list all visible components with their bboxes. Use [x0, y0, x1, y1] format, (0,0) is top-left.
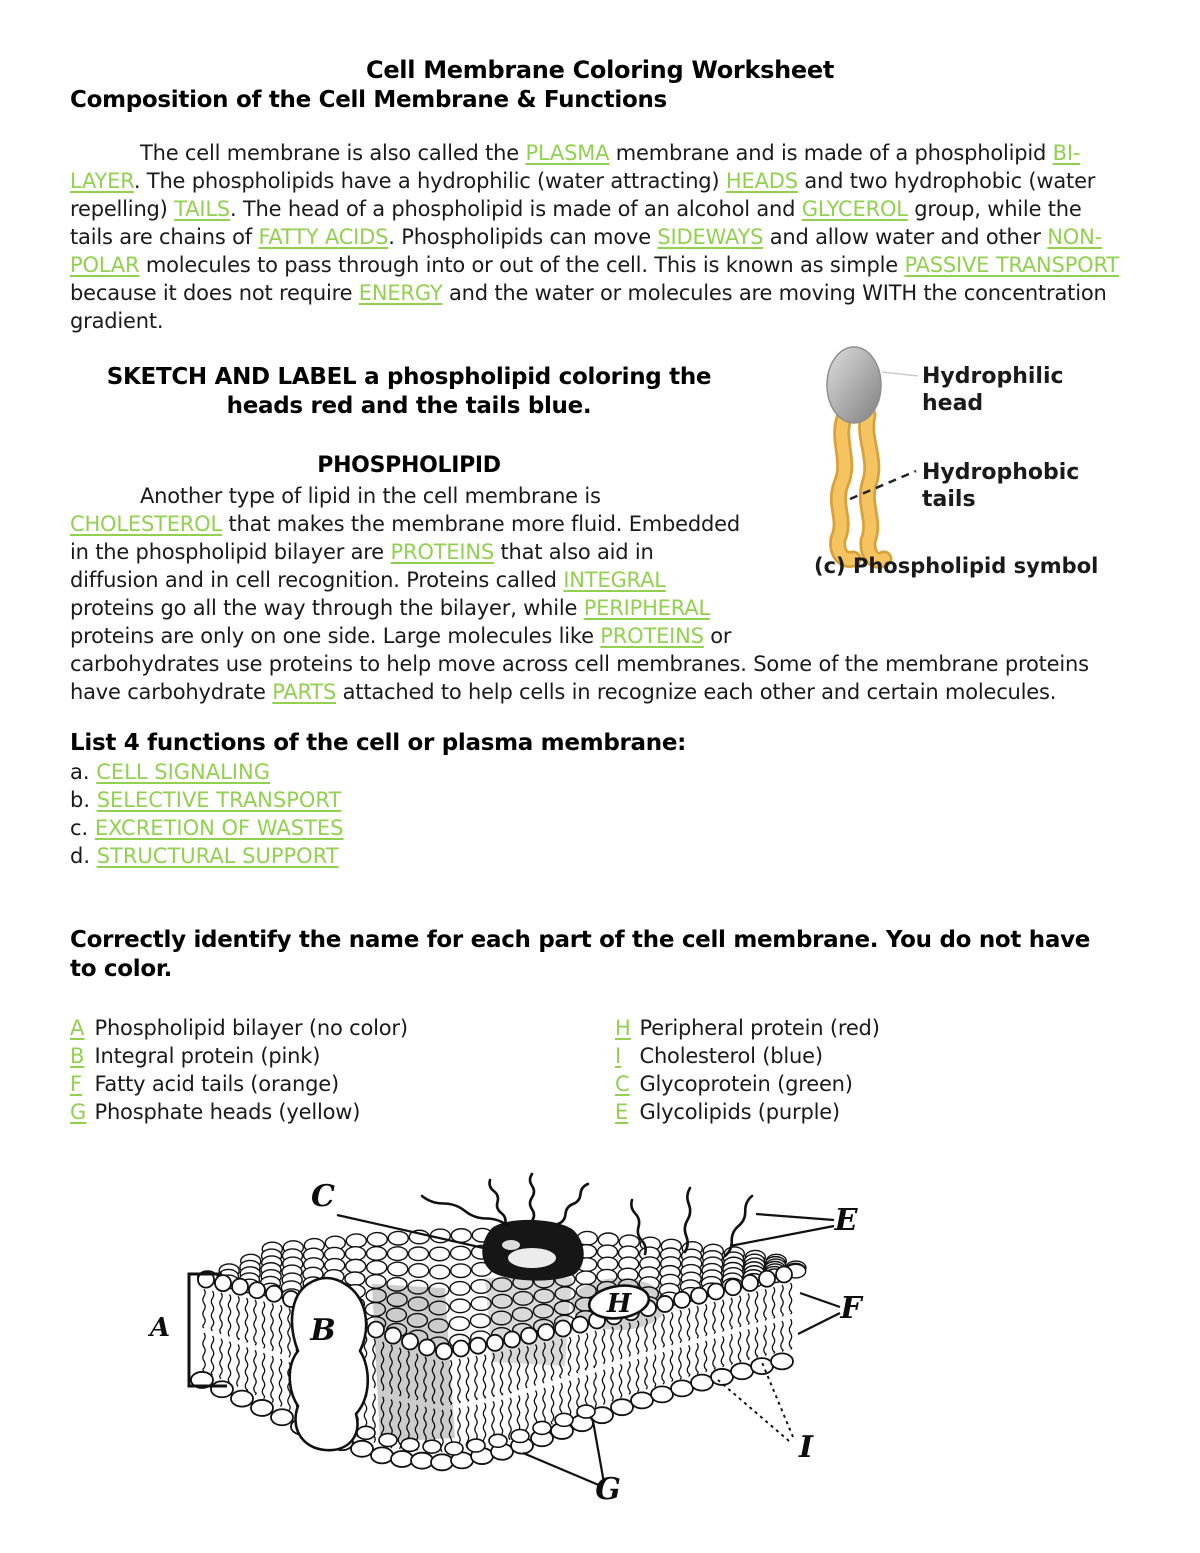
identify-heading: Correctly identify the name for each part of the cell membrane. You do not have to color. [70, 927, 1091, 982]
identify-item-letter: B [70, 1044, 85, 1068]
answer-blank: PASSIVE TRANSPORT [904, 253, 1119, 277]
page-title: Cell Membrane Coloring Worksheet [366, 56, 834, 84]
function-item-prefix: c. [70, 816, 95, 840]
function-item-answer: STRUCTURAL SUPPORT [96, 844, 339, 868]
answer-blank: HEADS [725, 169, 798, 193]
identify-item-text: Glycoprotein (green) [633, 1072, 853, 1096]
identify-item [615, 1098, 1130, 1126]
identify-item [70, 1098, 615, 1126]
function-item [70, 842, 1130, 870]
functions-list [70, 758, 1130, 870]
membrane-diagram [140, 1166, 900, 1539]
identify-item-text: Cholesterol (blue) [633, 1044, 823, 1068]
identify-column-left [70, 1014, 615, 1126]
identify-item-text: Fatty acid tails (orange) [88, 1072, 340, 1096]
identify-item-letter: E [615, 1100, 629, 1124]
diagram-label-C: C [311, 1179, 335, 1214]
intro-paragraph: The cell membrane is also called the PLASMA membrane and is made of a phospholipid BI-LAYER. The phospholipids have a hydrophilic (water attracting) HEADS and two hydrophobic (water repelling) TAILS. The head of a phospholipid is made of an alcohol and GLYCEROL group, while the tails are chains of FATTY ACIDS. Phospholipids can move SIDEWAYS and allow water and other NON-POLAR molecules to pass through into or out of the cell. This is known as simple PASSIVE TRANSPORT because it does not require ENERGY and the water or molecules are moving WITH the concentration gradient. [70, 141, 1119, 333]
answer-blank: TAILS [174, 197, 230, 221]
identify-item [70, 1070, 615, 1098]
identify-item-letter: G [70, 1100, 87, 1124]
integral-protein-shape [290, 1278, 368, 1450]
phospholipid-drawing [814, 347, 1098, 578]
answer-blank: SIDEWAYS [657, 225, 764, 249]
function-item [70, 786, 1130, 814]
diagram-label-B: B [310, 1313, 336, 1348]
function-item [70, 814, 1130, 842]
function-item [70, 758, 1130, 786]
page-subtitle: Composition of the Cell Membrane & Functions [70, 87, 667, 113]
identify-item [615, 1070, 1130, 1098]
identify-item-text: Integral protein (pink) [88, 1044, 321, 1068]
answer-blank: PLASMA [525, 141, 610, 165]
answer-blank: ENERGY [358, 281, 443, 305]
glycoprotein-shape [482, 1220, 583, 1281]
identify-item-text: Phospholipid bilayer (no color) [88, 1016, 408, 1040]
function-item-prefix: b. [70, 788, 97, 812]
identify-item [615, 1014, 1130, 1042]
diagram-label-A: A [149, 1313, 171, 1343]
identify-item [70, 1042, 615, 1070]
functions-heading: List 4 functions of the cell or plasma membrane: [70, 730, 687, 756]
function-item-prefix: a. [70, 760, 97, 784]
identify-item-text: Phosphate heads (yellow) [88, 1100, 361, 1124]
identify-columns [70, 1014, 1130, 1126]
function-item-answer: SELECTIVE TRANSPORT [96, 788, 342, 812]
identify-item-letter: I [615, 1044, 622, 1068]
hydrophobic-tails-label: tails [922, 487, 976, 512]
answer-blank: CHOLESTEROL [70, 512, 222, 536]
head-pointer-line [882, 372, 918, 376]
hydrophilic-head-label: Hydrophilic [922, 364, 1064, 389]
phospholipid-symbol-svg [770, 339, 1130, 624]
figure-caption: (c) Phospholipid symbol [814, 554, 1099, 578]
function-item-answer: CELL SIGNALING [96, 760, 270, 784]
hydrophilic-head [827, 347, 881, 423]
function-item-prefix: d. [70, 844, 97, 868]
sketch-instruction-heading: SKETCH AND LABEL a phospholipid coloring the heads red and the tails blue. [106, 364, 712, 419]
identify-item-letter: F [70, 1072, 83, 1096]
answer-blank: PROTEINS [390, 540, 494, 564]
answer-blank: GLYCEROL [801, 197, 908, 221]
identify-item-letter: C [615, 1072, 630, 1096]
answer-blank: BI-LAYER [70, 141, 1081, 193]
diagram-label-I: I [798, 1430, 814, 1465]
diagram-label-G: G [595, 1472, 621, 1507]
identify-item-letter: A [70, 1016, 85, 1040]
diagram-label-H: H [606, 1289, 632, 1319]
answer-blank: PARTS [272, 680, 337, 704]
answer-blank: PROTEINS [600, 624, 704, 648]
phospholipid-heading: PHOSPHOLIPID [317, 453, 501, 478]
function-item-answer: EXCRETION OF WASTES [94, 816, 344, 840]
answer-blank: NON-POLAR [70, 225, 1103, 277]
identify-item-text: Glycolipids (purple) [633, 1100, 840, 1124]
hydrophobic-tails-label: Hydrophobic [922, 460, 1080, 485]
identify-item [615, 1042, 1130, 1070]
phospholipid-figure [770, 339, 1130, 624]
identify-item [70, 1014, 615, 1042]
diagram-label-E: E [834, 1203, 858, 1238]
hydrophilic-head-label: head [922, 391, 984, 416]
body-paragraph: Another type of lipid in the cell membrane is CHOLESTEROL that makes the membrane more fluid. Embedded in the phospholipid bilayer are PROTEINS that also aid in diffusion and in cell recognition. Proteins called INTEGRAL proteins go all the way through the bilayer, while PERIPHERAL proteins are only on one side. Large molecules like PROTEINS or carbohydrates use proteins to help move across cell membranes. Some of the membrane proteins have carbohydrate PARTS attached to help cells in recognize each other and certain molecules. [70, 484, 1089, 704]
answer-blank: INTEGRAL [563, 568, 666, 592]
identify-item-letter: H [615, 1016, 631, 1040]
answer-blank: FATTY ACIDS [258, 225, 389, 249]
diagram-label-F: F [840, 1291, 862, 1326]
answer-blank: PERIPHERAL [583, 596, 710, 620]
identify-item-text: Peripheral protein (red) [633, 1016, 880, 1040]
identify-column-right [615, 1014, 1130, 1126]
